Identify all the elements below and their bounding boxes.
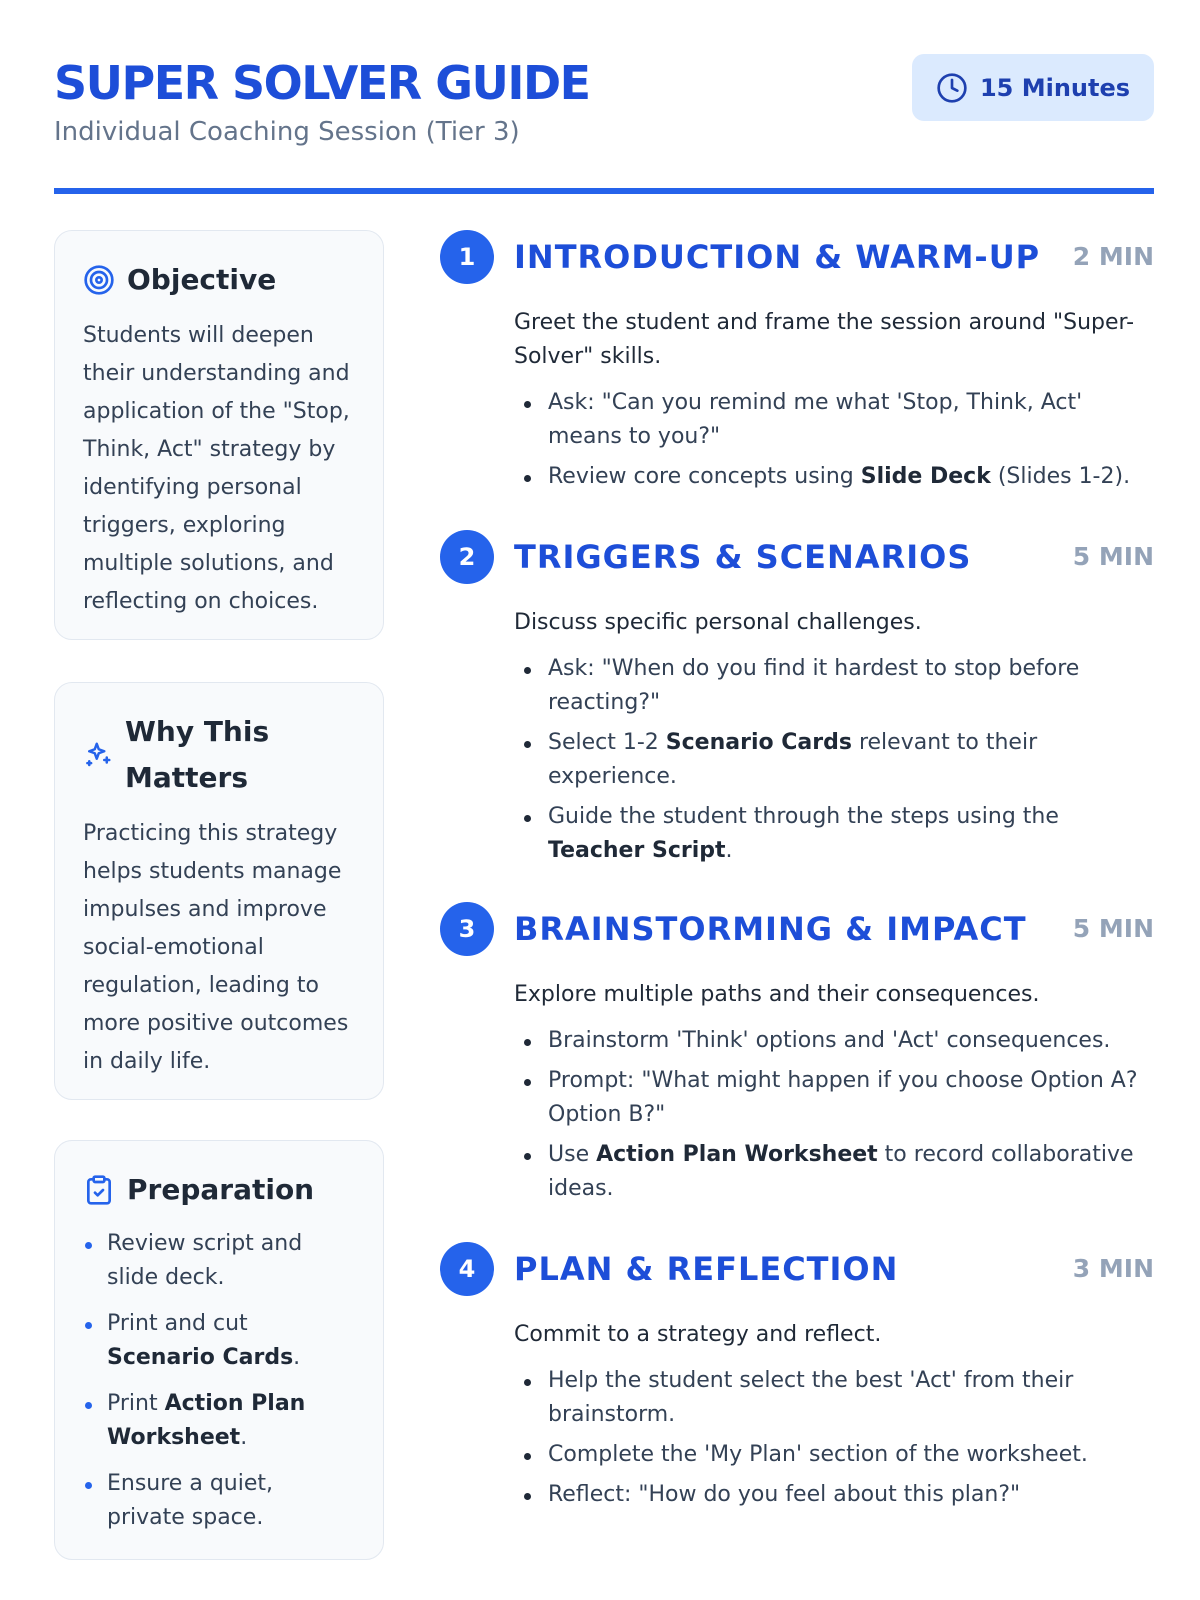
step-duration: 5 MIN (1072, 542, 1154, 571)
step-number: 4 (440, 1242, 494, 1296)
list-item: Help the student select the best 'Act' from their brainstorm. (514, 1364, 1154, 1432)
objective-title: Objective (127, 263, 277, 296)
list-item: Select 1-2 Scenario Cards relevant to their experience. (514, 726, 1154, 794)
list-item: Guide the student through the steps using the Teacher Script. (514, 800, 1154, 868)
preparation-item: Print Action Plan Worksheet. (83, 1387, 355, 1455)
step-number: 3 (440, 902, 494, 956)
step-duration: 5 MIN (1072, 914, 1154, 943)
step-title: INTRODUCTION & WARM-UP (514, 238, 1041, 276)
step-1 (440, 230, 1154, 500)
sparkles-icon (83, 740, 113, 770)
list-item: Use Action Plan Worksheet to record collaborative ideas. (514, 1138, 1154, 1206)
step-lead: Greet the student and frame the session around "Super-Solver" skills. (514, 310, 1135, 369)
step-duration: 3 MIN (1072, 1254, 1154, 1283)
duration-label: 15 Minutes (979, 73, 1131, 102)
step-list (514, 1364, 1154, 1512)
step-list (514, 652, 1154, 868)
step-2 (440, 530, 1154, 874)
step-lead: Commit to a strategy and reflect. (514, 1322, 882, 1347)
target-icon (83, 264, 115, 296)
step-lead: Discuss specific personal challenges. (514, 610, 922, 635)
step-title: TRIGGERS & SCENARIOS (514, 538, 972, 576)
list-item: Prompt: "What might happen if you choose Option A? Option B?" (514, 1064, 1154, 1132)
list-item: Review core concepts using Slide Deck (Slides 1-2). (514, 460, 1154, 494)
page-title: SUPER SOLVER GUIDE (54, 56, 590, 110)
step-title: PLAN & REFLECTION (514, 1250, 899, 1288)
list-item: Ask: "When do you find it hardest to stop before reacting?" (514, 652, 1154, 720)
preparation-item: Review script and slide deck. (83, 1227, 355, 1295)
preparation-card (54, 1140, 384, 1560)
step-list (514, 1024, 1154, 1206)
list-item: Brainstorm 'Think' options and 'Act' consequences. (514, 1024, 1154, 1058)
list-item: Ask: "Can you remind me what 'Stop, Think, Act' means to you?" (514, 386, 1154, 454)
step-number: 2 (440, 530, 494, 584)
page-header (54, 52, 1154, 150)
why-text: Practicing this strategy helps students manage impulses and improve social-emotional regulation, leading to more positive outcomes in daily life. (83, 821, 349, 1074)
clipboard-check-icon (83, 1174, 115, 1206)
duration-badge (912, 54, 1154, 121)
step-duration: 2 MIN (1072, 242, 1154, 271)
step-title: BRAINSTORMING & IMPACT (514, 910, 1027, 948)
objective-card (54, 230, 384, 640)
header-divider (54, 188, 1154, 194)
step-3 (440, 902, 1154, 1212)
preparation-list (83, 1227, 355, 1535)
list-item: Complete the 'My Plan' section of the worksheet. (514, 1438, 1154, 1472)
list-item: Reflect: "How do you feel about this plan?" (514, 1478, 1154, 1512)
preparation-item: Print and cut Scenario Cards. (83, 1307, 355, 1375)
why-card (54, 682, 384, 1100)
page-subtitle: Individual Coaching Session (Tier 3) (54, 117, 520, 147)
objective-text: Students will deepen their understanding and application of the "Stop, Think, Act" strategy by identifying personal triggers, exploring multiple solutions, and reflecting on choices. (83, 323, 350, 614)
why-title: Why This Matters (125, 715, 270, 794)
step-number: 1 (440, 230, 494, 284)
step-lead: Explore multiple paths and their consequences. (514, 982, 1040, 1007)
preparation-item: Ensure a quiet, private space. (83, 1467, 355, 1535)
step-list (514, 386, 1154, 494)
preparation-title: Preparation (127, 1173, 315, 1206)
step-4 (440, 1242, 1154, 1518)
clock-icon (936, 72, 968, 104)
